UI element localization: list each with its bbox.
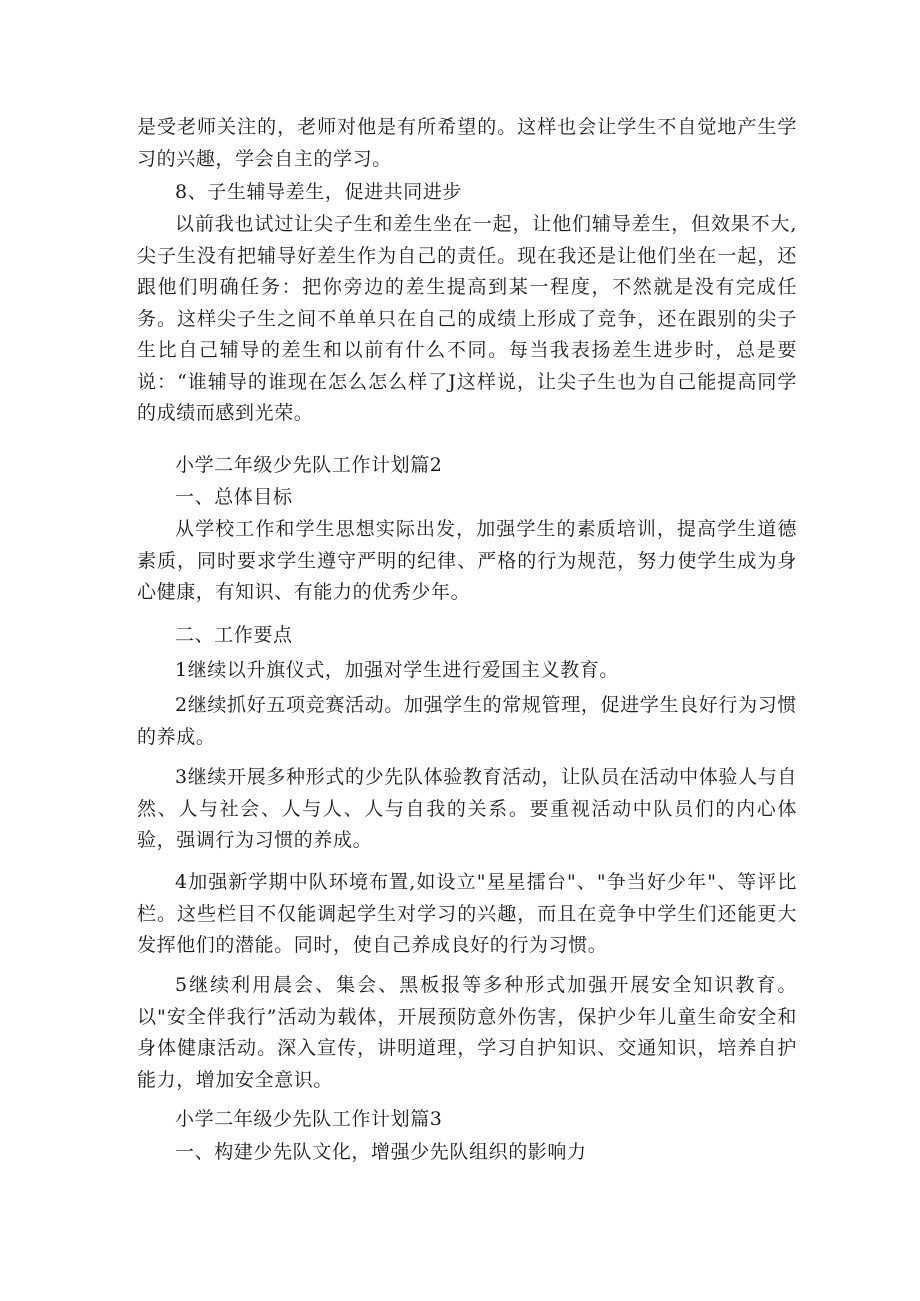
paragraph-point-5: 5继续利用晨会、集会、黑板报等多种形式加强开展安全知识教育。以"安全伴我行”活动为载体，开展预防意外伤害，保护少年儿童生命安全和身体健康活动。深入宣传，讲明道理，学习自护知识、交通知识，培养自护能力，增加安全意识。: [137, 974, 797, 1091]
paragraph-point-1: 1继续以升旗仪式，加强对学生进行爱国主义教育。: [175, 659, 619, 681]
paragraph-point-2: 2继续抓好五项竞赛活动。加强学生的常规管理，促进学生良好行为习惯的养成。: [137, 694, 797, 748]
heading-build-culture: 一、构建少先队文化，增强少先队组织的影响力: [175, 1141, 587, 1163]
heading-work-points: 二、工作要点: [175, 624, 293, 646]
paragraph-point-3: 3继续开展多种形式的少先队体验教育活动，让队员在活动中体验人与自然、人与社会、人与人、人与自我的关系。要重视活动中队员们的内心体验，强调行为习惯的养成。: [137, 766, 797, 851]
paragraph-teacher-attention: 是受老师关注的，老师对他是有所希望的。这样也会让学生不自觉地产生学习的兴趣，学会自主的学习。: [137, 116, 797, 170]
paragraph-point-4: 4加强新学期中队环境布置,如设立"星星擂台"、"争当好少年"、等评比栏。这些栏目不仅能调起学生对学习的兴趣，而且在竞争中学生们还能更大发挥他们的潜能。同时，使自己养成良好的行为习惯。: [137, 871, 797, 956]
paragraph-top-students-tutoring: 以前我也试过让尖子生和差生坐在一起，让他们辅导差生，但效果不大,尖子生没有把辅导好差生作为自己的责任。现在我还是让他们坐在一起，还跟他们明确任务：把你旁边的差生提高到某一程度，不然就是没有完成任务。这样尖子生之间不单单只在自己的成绩上形成了竞争，还在跟别的尖子生比自己辅导的差生和以前有什么不同。每当我表扬差生进步时，总是要说：“谁辅导的谁现在怎么怎么样了J这样说，让尖子生也为自己能提高同学的成绩而感到光荣。: [137, 213, 797, 424]
heading-plan-part-2: 小学二年级少先队工作计划篇2: [175, 454, 443, 476]
paragraph-overall-goal: 从学校工作和学生思想实际出发，加强学生的素质培训，提高学生道德素质，同时要求学生遵守严明的纪律、严格的行为规范，努力使学生成为身心健康，有知识、有能力的优秀少年。: [137, 518, 797, 603]
heading-plan-part-3: 小学二年级少先队工作计划篇3: [175, 1108, 443, 1130]
heading-section-8: 8、子生辅导差生，促进共同进步: [175, 181, 463, 203]
heading-overall-goal: 一、总体目标: [175, 486, 293, 508]
